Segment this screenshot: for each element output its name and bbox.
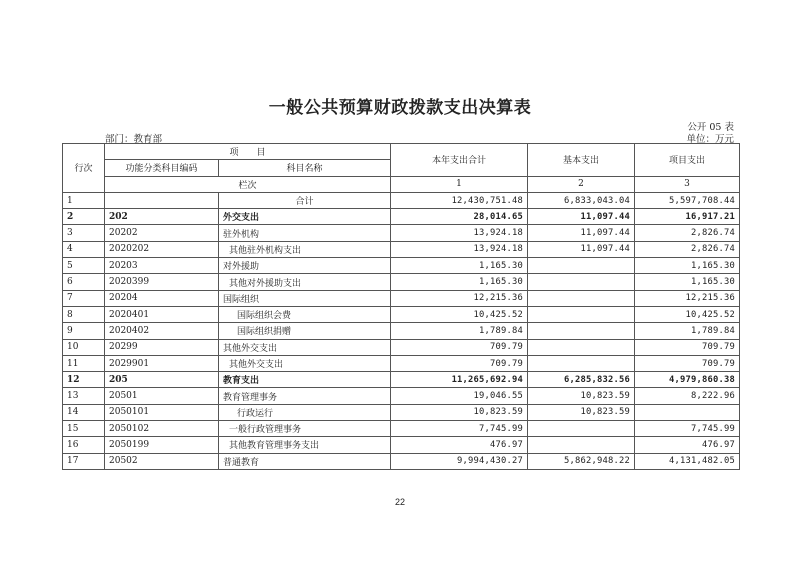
row-total: 12,430,751.48 (391, 192, 528, 208)
row-line-no: 12 (63, 372, 105, 388)
row-line-no: 8 (63, 306, 105, 322)
row-basic (528, 274, 635, 290)
table-row (63, 241, 740, 257)
row-project: 1,789.84 (635, 323, 740, 339)
row-line-no: 11 (63, 355, 105, 371)
row-code: 2020402 (105, 323, 219, 339)
header-code: 功能分类科目编码 (105, 160, 219, 176)
row-code: 2050101 (105, 404, 219, 420)
table-body (63, 192, 740, 469)
table-row (63, 404, 740, 420)
row-line-no: 14 (63, 404, 105, 420)
table-row (63, 437, 740, 453)
row-code: 2029901 (105, 355, 219, 371)
row-basic: 6,285,832.56 (528, 372, 635, 388)
row-line-no: 1 (63, 192, 105, 208)
row-line-no: 16 (63, 437, 105, 453)
department-label: 部门：教育部 (105, 134, 163, 145)
unit-label: 单位：万元 (686, 134, 734, 145)
header-col1: 1 (391, 176, 528, 192)
table-row (63, 372, 740, 388)
row-line-no: 17 (63, 453, 105, 469)
row-basic: 6,833,043.04 (528, 192, 635, 208)
row-project: 1,165.30 (635, 258, 740, 274)
row-total: 9,994,430.27 (391, 453, 528, 469)
row-project: 709.79 (635, 339, 740, 355)
row-code: 2020399 (105, 274, 219, 290)
row-line-no: 9 (63, 323, 105, 339)
row-basic: 10,823.59 (528, 388, 635, 404)
row-name: 国际组织 (219, 290, 391, 306)
row-project: 8,222.96 (635, 388, 740, 404)
row-total: 13,924.18 (391, 225, 528, 241)
table-row (63, 453, 740, 469)
header-col2: 2 (528, 176, 635, 192)
row-total: 1,165.30 (391, 258, 528, 274)
row-basic (528, 258, 635, 274)
row-line-no: 10 (63, 339, 105, 355)
table-row (63, 209, 740, 225)
header-name: 科目名称 (219, 160, 391, 176)
row-name: 教育支出 (219, 372, 391, 388)
row-line-no: 2 (63, 209, 105, 225)
row-project: 5,597,708.44 (635, 192, 740, 208)
row-project: 709.79 (635, 355, 740, 371)
document-title: 一般公共预算财政拨款支出决算表 (268, 98, 532, 118)
row-total: 10,823.59 (391, 404, 528, 420)
table-row (63, 274, 740, 290)
form-code: 公开 05 表 (687, 122, 734, 133)
row-name: 驻外机构 (219, 225, 391, 241)
row-total: 13,924.18 (391, 241, 528, 257)
expenditure-table (62, 143, 740, 470)
row-total: 11,265,692.94 (391, 372, 528, 388)
header-basic: 基本支出 (528, 144, 635, 177)
row-name: 其他驻外机构支出 (219, 241, 391, 257)
row-project: 7,745.99 (635, 421, 740, 437)
row-project: 16,917.21 (635, 209, 740, 225)
row-name: 教育管理事务 (219, 388, 391, 404)
table-row (63, 355, 740, 371)
row-code (105, 192, 219, 208)
row-name: 普通教育 (219, 453, 391, 469)
row-project (635, 404, 740, 420)
row-line-no: 13 (63, 388, 105, 404)
row-line-no: 6 (63, 274, 105, 290)
row-total: 7,745.99 (391, 421, 528, 437)
row-name: 行政运行 (219, 404, 391, 420)
row-basic: 5,862,948.22 (528, 453, 635, 469)
row-project: 2,826.74 (635, 241, 740, 257)
table-row (63, 339, 740, 355)
row-line-no: 5 (63, 258, 105, 274)
table-row (63, 421, 740, 437)
row-code: 202 (105, 209, 219, 225)
row-basic: 10,823.59 (528, 404, 635, 420)
row-basic (528, 306, 635, 322)
row-basic (528, 421, 635, 437)
table-row (63, 290, 740, 306)
row-code: 2020202 (105, 241, 219, 257)
row-name: 国际组织捐赠 (219, 323, 391, 339)
row-line-no: 15 (63, 421, 105, 437)
row-project: 10,425.52 (635, 306, 740, 322)
row-total: 28,014.65 (391, 209, 528, 225)
row-total: 19,046.55 (391, 388, 528, 404)
row-basic (528, 290, 635, 306)
row-project: 2,826.74 (635, 225, 740, 241)
row-total: 10,425.52 (391, 306, 528, 322)
row-project: 1,165.30 (635, 274, 740, 290)
row-total: 709.79 (391, 355, 528, 371)
row-basic: 11,097.44 (528, 241, 635, 257)
table-row (63, 388, 740, 404)
row-code: 20204 (105, 290, 219, 306)
row-name: 国际组织会费 (219, 306, 391, 322)
row-code: 205 (105, 372, 219, 388)
row-basic (528, 437, 635, 453)
row-project: 4,979,860.38 (635, 372, 740, 388)
row-code: 20203 (105, 258, 219, 274)
row-code: 20501 (105, 388, 219, 404)
row-name: 合计 (219, 192, 391, 208)
row-name: 一般行政管理事务 (219, 421, 391, 437)
table-row (63, 323, 740, 339)
row-basic (528, 323, 635, 339)
row-total: 1,165.30 (391, 274, 528, 290)
row-line-no: 3 (63, 225, 105, 241)
header-col3: 3 (635, 176, 740, 192)
row-code: 2020401 (105, 306, 219, 322)
header-item: 项 目 (105, 144, 391, 160)
row-name: 其他外交支出 (219, 339, 391, 355)
header-column-no: 栏次 (105, 176, 391, 192)
table-row (63, 225, 740, 241)
row-total: 1,789.84 (391, 323, 528, 339)
row-line-no: 7 (63, 290, 105, 306)
row-line-no: 4 (63, 241, 105, 257)
row-name: 其他外交支出 (219, 355, 391, 371)
row-code: 20502 (105, 453, 219, 469)
row-basic (528, 339, 635, 355)
row-total: 12,215.36 (391, 290, 528, 306)
row-basic (528, 355, 635, 371)
header-total: 本年支出合计 (391, 144, 528, 177)
table-row (63, 192, 740, 208)
row-name: 其他对外援助支出 (219, 274, 391, 290)
row-project: 4,131,482.05 (635, 453, 740, 469)
row-project: 476.97 (635, 437, 740, 453)
row-total: 709.79 (391, 339, 528, 355)
header-project: 项目支出 (635, 144, 740, 177)
table-row (63, 258, 740, 274)
row-name: 对外援助 (219, 258, 391, 274)
row-name: 其他教育管理事务支出 (219, 437, 391, 453)
page-number: 22 (394, 497, 405, 507)
row-code: 2050199 (105, 437, 219, 453)
row-name: 外交支出 (219, 209, 391, 225)
row-code: 2050102 (105, 421, 219, 437)
table-row (63, 306, 740, 322)
row-project: 12,215.36 (635, 290, 740, 306)
row-basic: 11,097.44 (528, 225, 635, 241)
row-basic: 11,097.44 (528, 209, 635, 225)
row-code: 20202 (105, 225, 219, 241)
row-code: 20299 (105, 339, 219, 355)
header-line-no: 行次 (63, 144, 105, 193)
row-total: 476.97 (391, 437, 528, 453)
